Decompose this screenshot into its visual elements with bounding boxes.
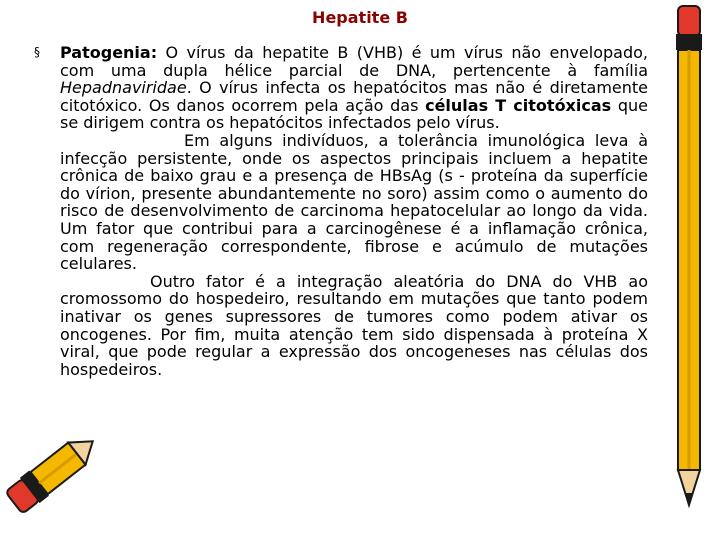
bullet-icon: §	[34, 45, 40, 59]
p1-text2: . O vírus infecta os hepatócitos mas não é diretamente citotóxico. Os danos ocorrem pela ação das	[60, 78, 648, 115]
p1-text3: que se dirigem contra os hepatócitos infectados pelo vírus.	[60, 95, 648, 133]
pencil-icon	[0, 415, 95, 540]
paragraph-patogenia	[60, 44, 648, 132]
p3-text: Outro fator é a integração aleatória do DNA do VHB ao cromossomo do hospedeiro, resultando em mutações que tanto podem inativar os genes supressores de tumores como podem ativar os oncogenes. Por fim, muita atenção tem sido dispensada à proteína X viral, que pode regular a expressão dos oncogeneses nas células dos hospedeiros.	[60, 271, 648, 379]
pencil-icon	[666, 0, 716, 520]
text-content	[34, 43, 648, 379]
p2-text: Em alguns indivíduos, a tolerância imunológica leva à infecção persistente, onde os aspectos principais incluem a hepatite crônica de baixo grau e a presença de HBsAg (s - proteína da superfície do vírion, presente abundantemente no soro) assim como o aumento do risco de desenvolvimento de carcinoma hepatocelular ao longo da vida. Um fator que contribui para a carcinogênese é a inflamação crônica, com regeneração correspondente, fibrose e acúmulo de mutações celulares.	[60, 130, 648, 274]
p1-text1: O vírus da hepatite B (VHB) é um vírus não envelopado, com uma dupla hélice parcial de DNA, pertencente à família	[60, 43, 648, 80]
paragraph-tolerancia	[60, 132, 648, 273]
page-title: Hepatite B	[312, 8, 408, 27]
cells-term: células T citotóxicas	[425, 95, 612, 115]
paragraph-integracao	[60, 273, 648, 379]
family-name: Hepadnaviridae	[60, 78, 187, 98]
patogenia-label: Patogenia:	[60, 43, 158, 62]
